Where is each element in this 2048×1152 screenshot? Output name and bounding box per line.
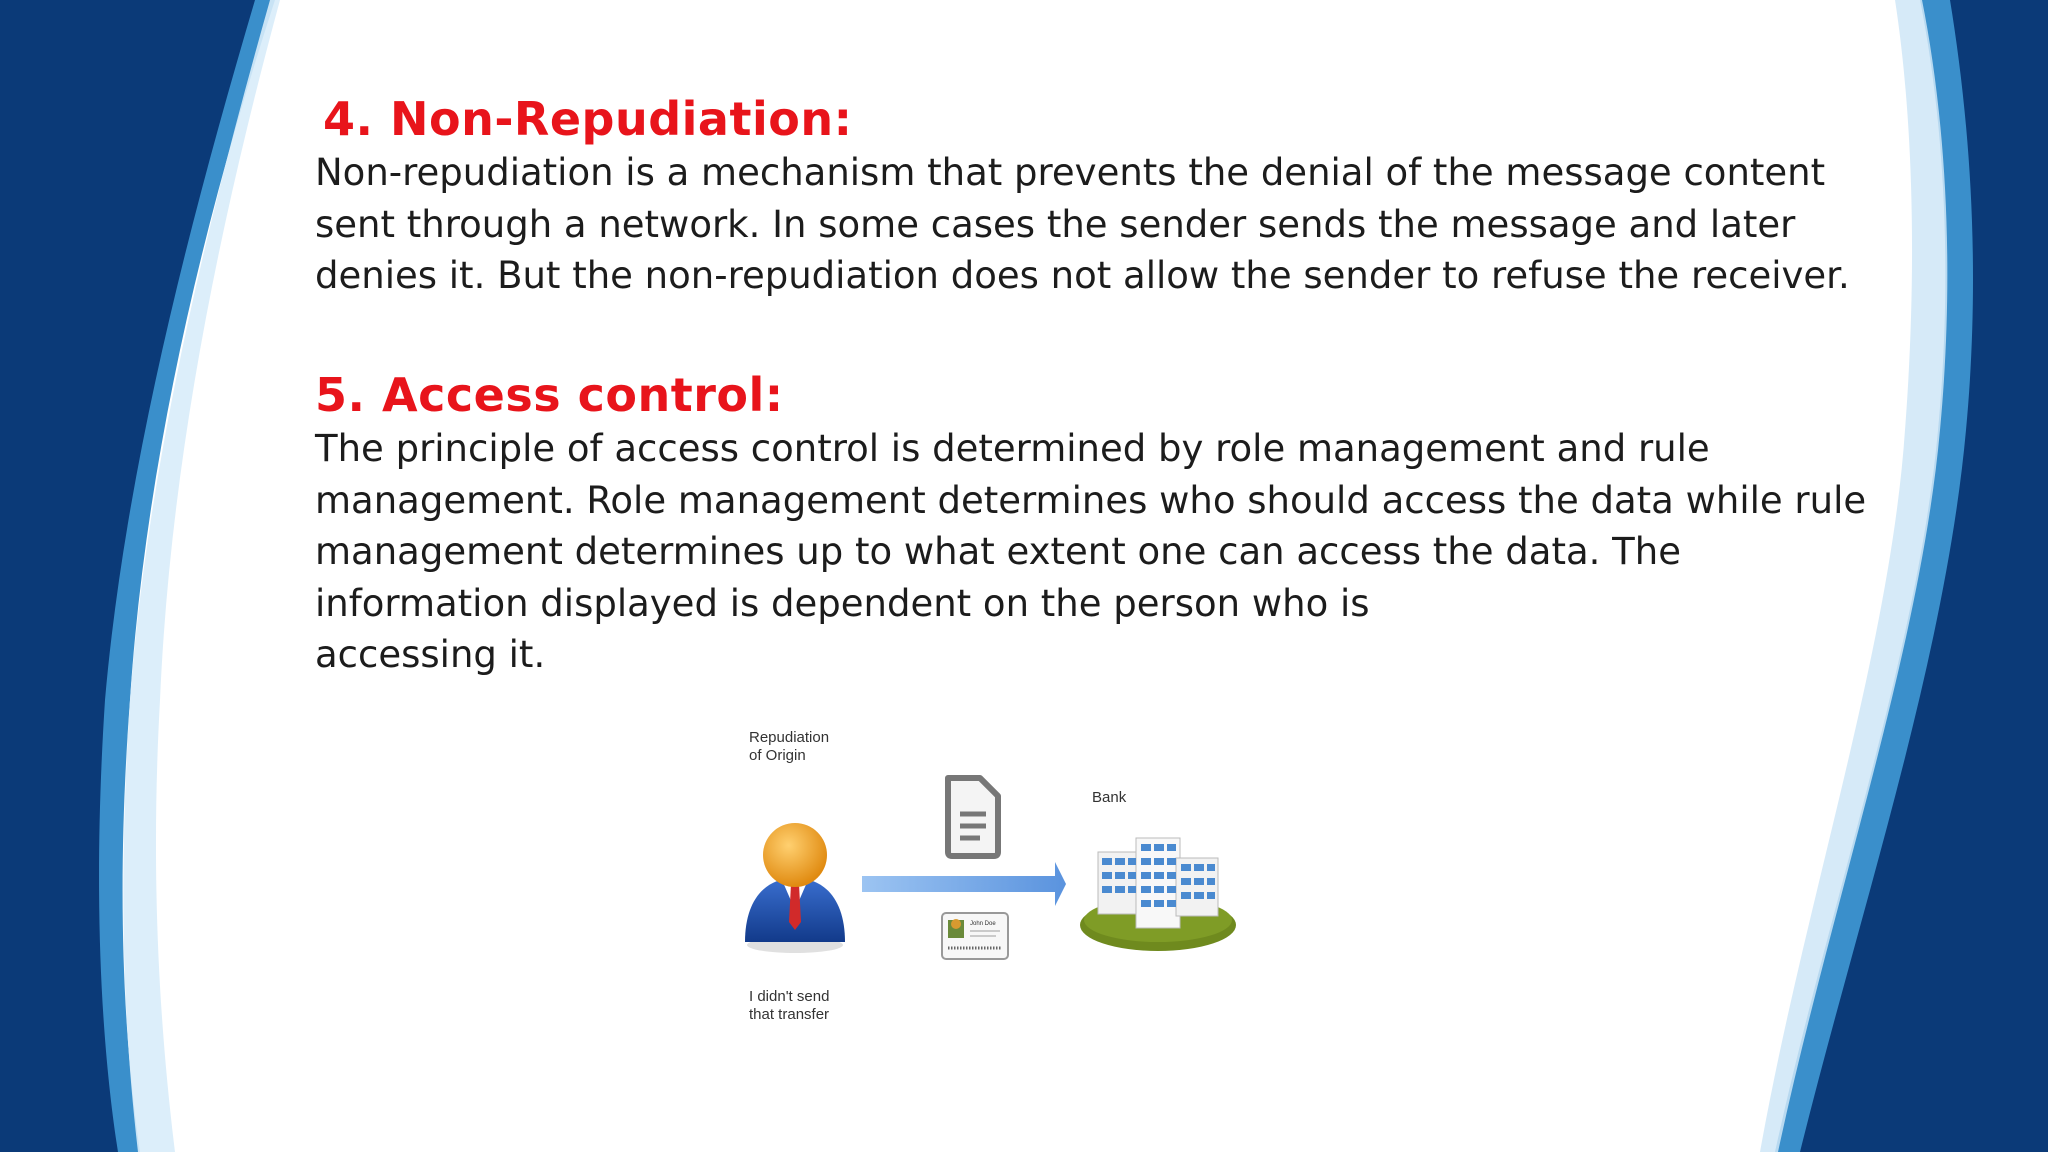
paragraph-line: Non-repudiation is a mechanism that prevents the denial of the message content bbox=[315, 151, 1826, 194]
repudiation-figure bbox=[730, 760, 1250, 990]
paragraph-line: accessing it. bbox=[315, 633, 546, 676]
non-repudiation-paragraph bbox=[315, 147, 1850, 302]
access-control-paragraph bbox=[315, 423, 1866, 681]
section-heading-non-repudiation: 4. Non-Repudiation: bbox=[323, 92, 853, 146]
arrow-icon bbox=[862, 862, 1066, 906]
section-heading-access-control: 5. Access control: bbox=[315, 368, 784, 422]
figure-label-bank: Bank bbox=[1092, 789, 1127, 806]
paragraph-line: management determines up to what extent one can access the data. The bbox=[315, 530, 1681, 573]
figure-label-repudiation-of-origin: Repudiation of Origin bbox=[749, 729, 830, 764]
id-card-name: John Doe bbox=[970, 921, 996, 927]
paragraph-line: information displayed is dependent on the person who is bbox=[315, 581, 1370, 625]
bank-building-icon bbox=[1080, 838, 1236, 951]
paragraph-line: sent through a network. In some cases the sender sends the message and later bbox=[315, 202, 1796, 246]
paragraph-line: denies it. But the non-repudiation does not allow the sender to refuse the receiver. bbox=[315, 254, 1850, 297]
document-icon bbox=[948, 778, 998, 856]
person-icon bbox=[745, 823, 845, 953]
id-card-icon bbox=[942, 913, 1008, 959]
paragraph-line: The principle of access control is determined by role management and rule bbox=[315, 427, 1710, 470]
figure-label-didnt-send: I didn't send that transfer bbox=[749, 988, 830, 1023]
paragraph-line: management. Role management determines who should access the data while rule bbox=[315, 478, 1867, 522]
